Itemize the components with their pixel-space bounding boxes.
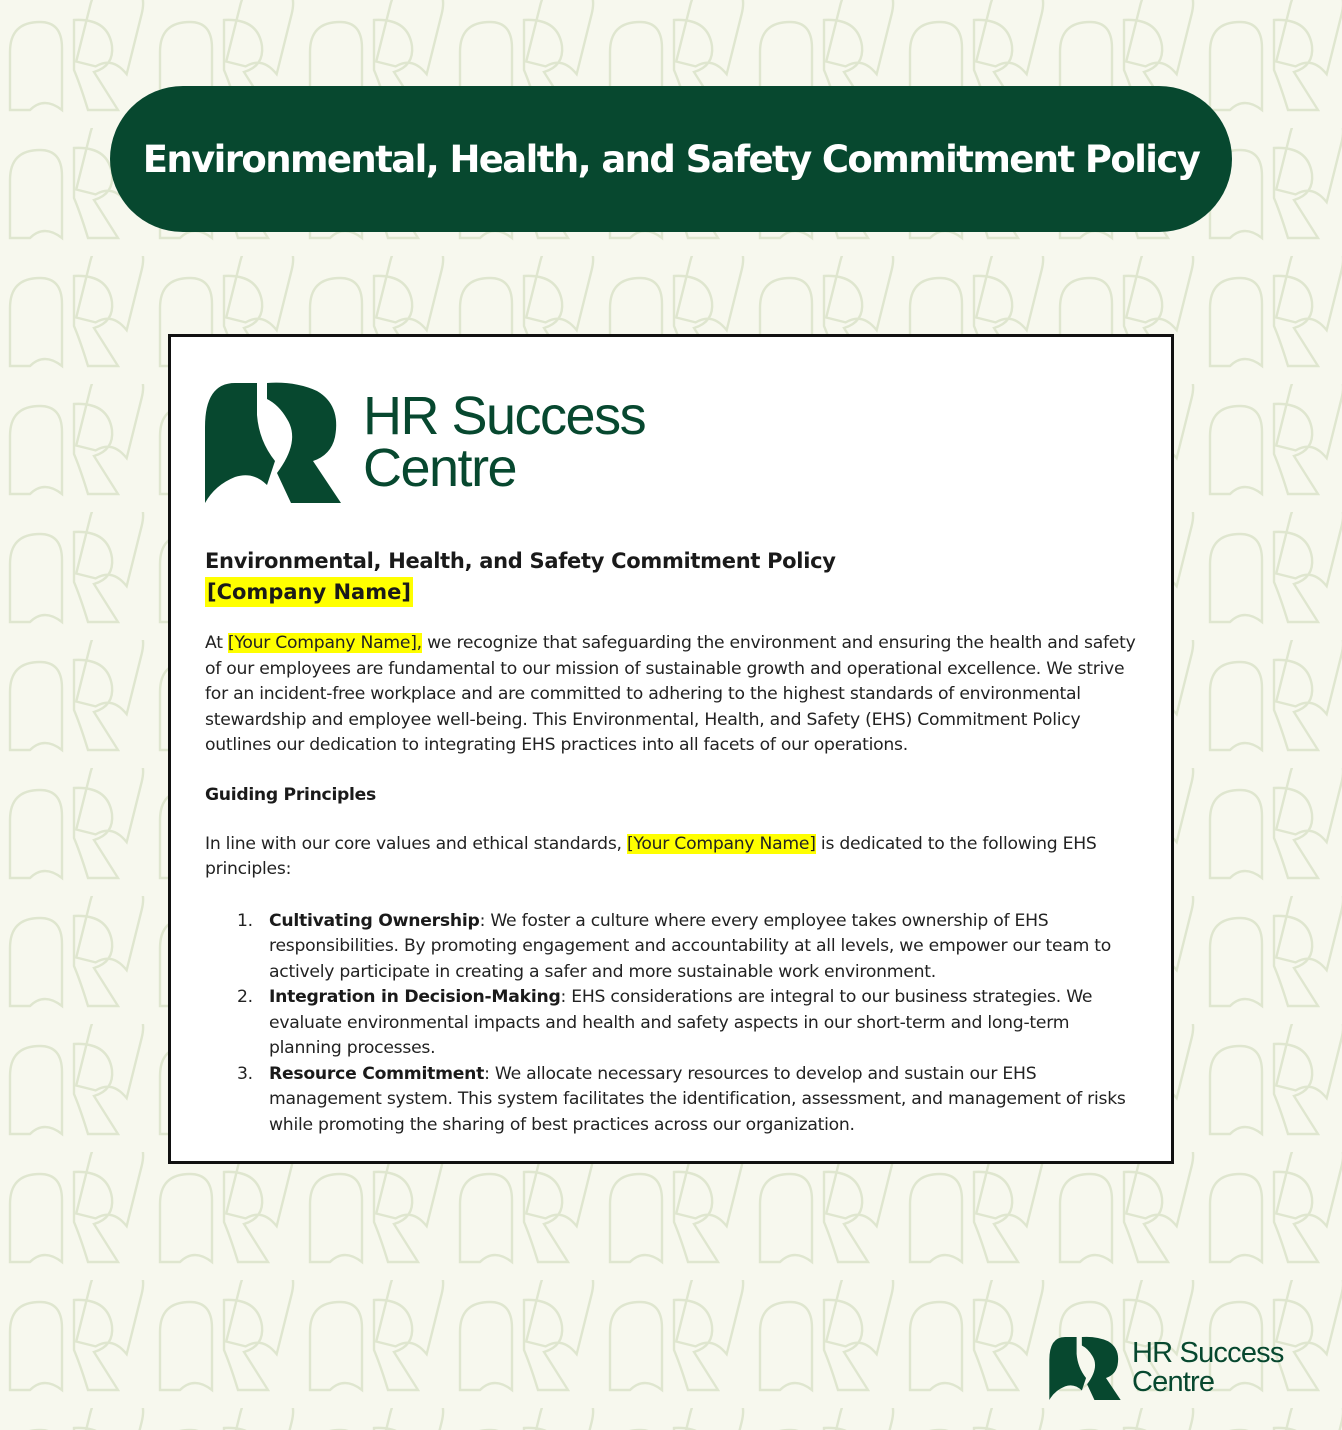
corner-brand-name xyxy=(1132,1339,1284,1397)
corner-brand-name-line2: Centre xyxy=(1132,1366,1215,1398)
intro-text: we recognize that safeguarding the environment and ensuring the health and safety of our employees are fundamental to our mission of sustainable growth and operational excellence. We strive for an incident-free workplace and are committed to adhering to the highest standards of environmental stewardship and employee well-being. This Environmental, Health, and Safety (EHS) Commitment Policy outlines our dedication to integrating EHS practices into all facets of our operations. xyxy=(205,633,1136,755)
list-item-text: : We foster a culture where every employee takes ownership of EHS responsibilities. By promoting engagement and accountability at all levels, we empower our team to actively participate in creating a safer and more sustainable work environment. xyxy=(269,910,1112,982)
principles-intro-lead: In line with our core values and ethical standards, xyxy=(205,833,627,854)
list-item xyxy=(205,1062,1145,1139)
list-item-text: : EHS considerations are integral to our business strategies. We evaluate environmental impacts and health and safety aspects in our short-term and long-term planning processes. xyxy=(269,987,1093,1058)
list-item-number: 1. xyxy=(237,910,253,931)
document-title: Environmental, Health, and Safety Commitment Policy xyxy=(205,549,836,573)
hr-monogram-icon xyxy=(1048,1336,1122,1400)
principles-intro xyxy=(205,832,1145,883)
list-item-text: : We allocate necessary resources to develop and sustain our EHS management system. This system facilitates the identification, assessment, and management of risks while promoting the sharing of best practices across our organization. xyxy=(269,1063,1126,1135)
intro-company-placeholder: [Your Company Name], xyxy=(227,633,422,653)
principles-intro-text: is dedicated to the following EHS principles: xyxy=(205,833,1097,879)
list-item-term: Cultivating Ownership xyxy=(269,910,480,931)
intro-lead: At xyxy=(205,633,228,653)
brand-name-line2: Centre xyxy=(363,438,517,498)
list-item-number: 3. xyxy=(237,1063,253,1084)
hr-monogram-icon xyxy=(205,381,341,503)
list-item-term: Resource Commitment xyxy=(269,1063,485,1084)
document-logo xyxy=(205,379,1145,505)
principles-company-placeholder: [Your Company Name] xyxy=(626,833,816,854)
corner-logo xyxy=(1048,1336,1284,1400)
section-heading: Guiding Principles xyxy=(205,784,376,805)
brand-name xyxy=(363,386,646,498)
document-preview xyxy=(168,334,1174,1164)
principles-list xyxy=(205,909,1145,1139)
banner-title: Environmental, Health, and Safety Commitment Policy xyxy=(142,137,1200,181)
list-item xyxy=(205,909,1145,986)
list-item-term: Integration in Decision-Making xyxy=(269,987,561,1007)
brand-name-line1: HR Success xyxy=(363,386,646,446)
document-content xyxy=(205,379,1145,1138)
intro-paragraph xyxy=(205,631,1145,759)
list-item-number: 2. xyxy=(237,987,253,1007)
company-name-placeholder: [Company Name] xyxy=(205,577,413,607)
title-banner xyxy=(110,86,1232,232)
list-item xyxy=(205,985,1145,1062)
corner-brand-name-line1: HR Success xyxy=(1132,1337,1284,1369)
